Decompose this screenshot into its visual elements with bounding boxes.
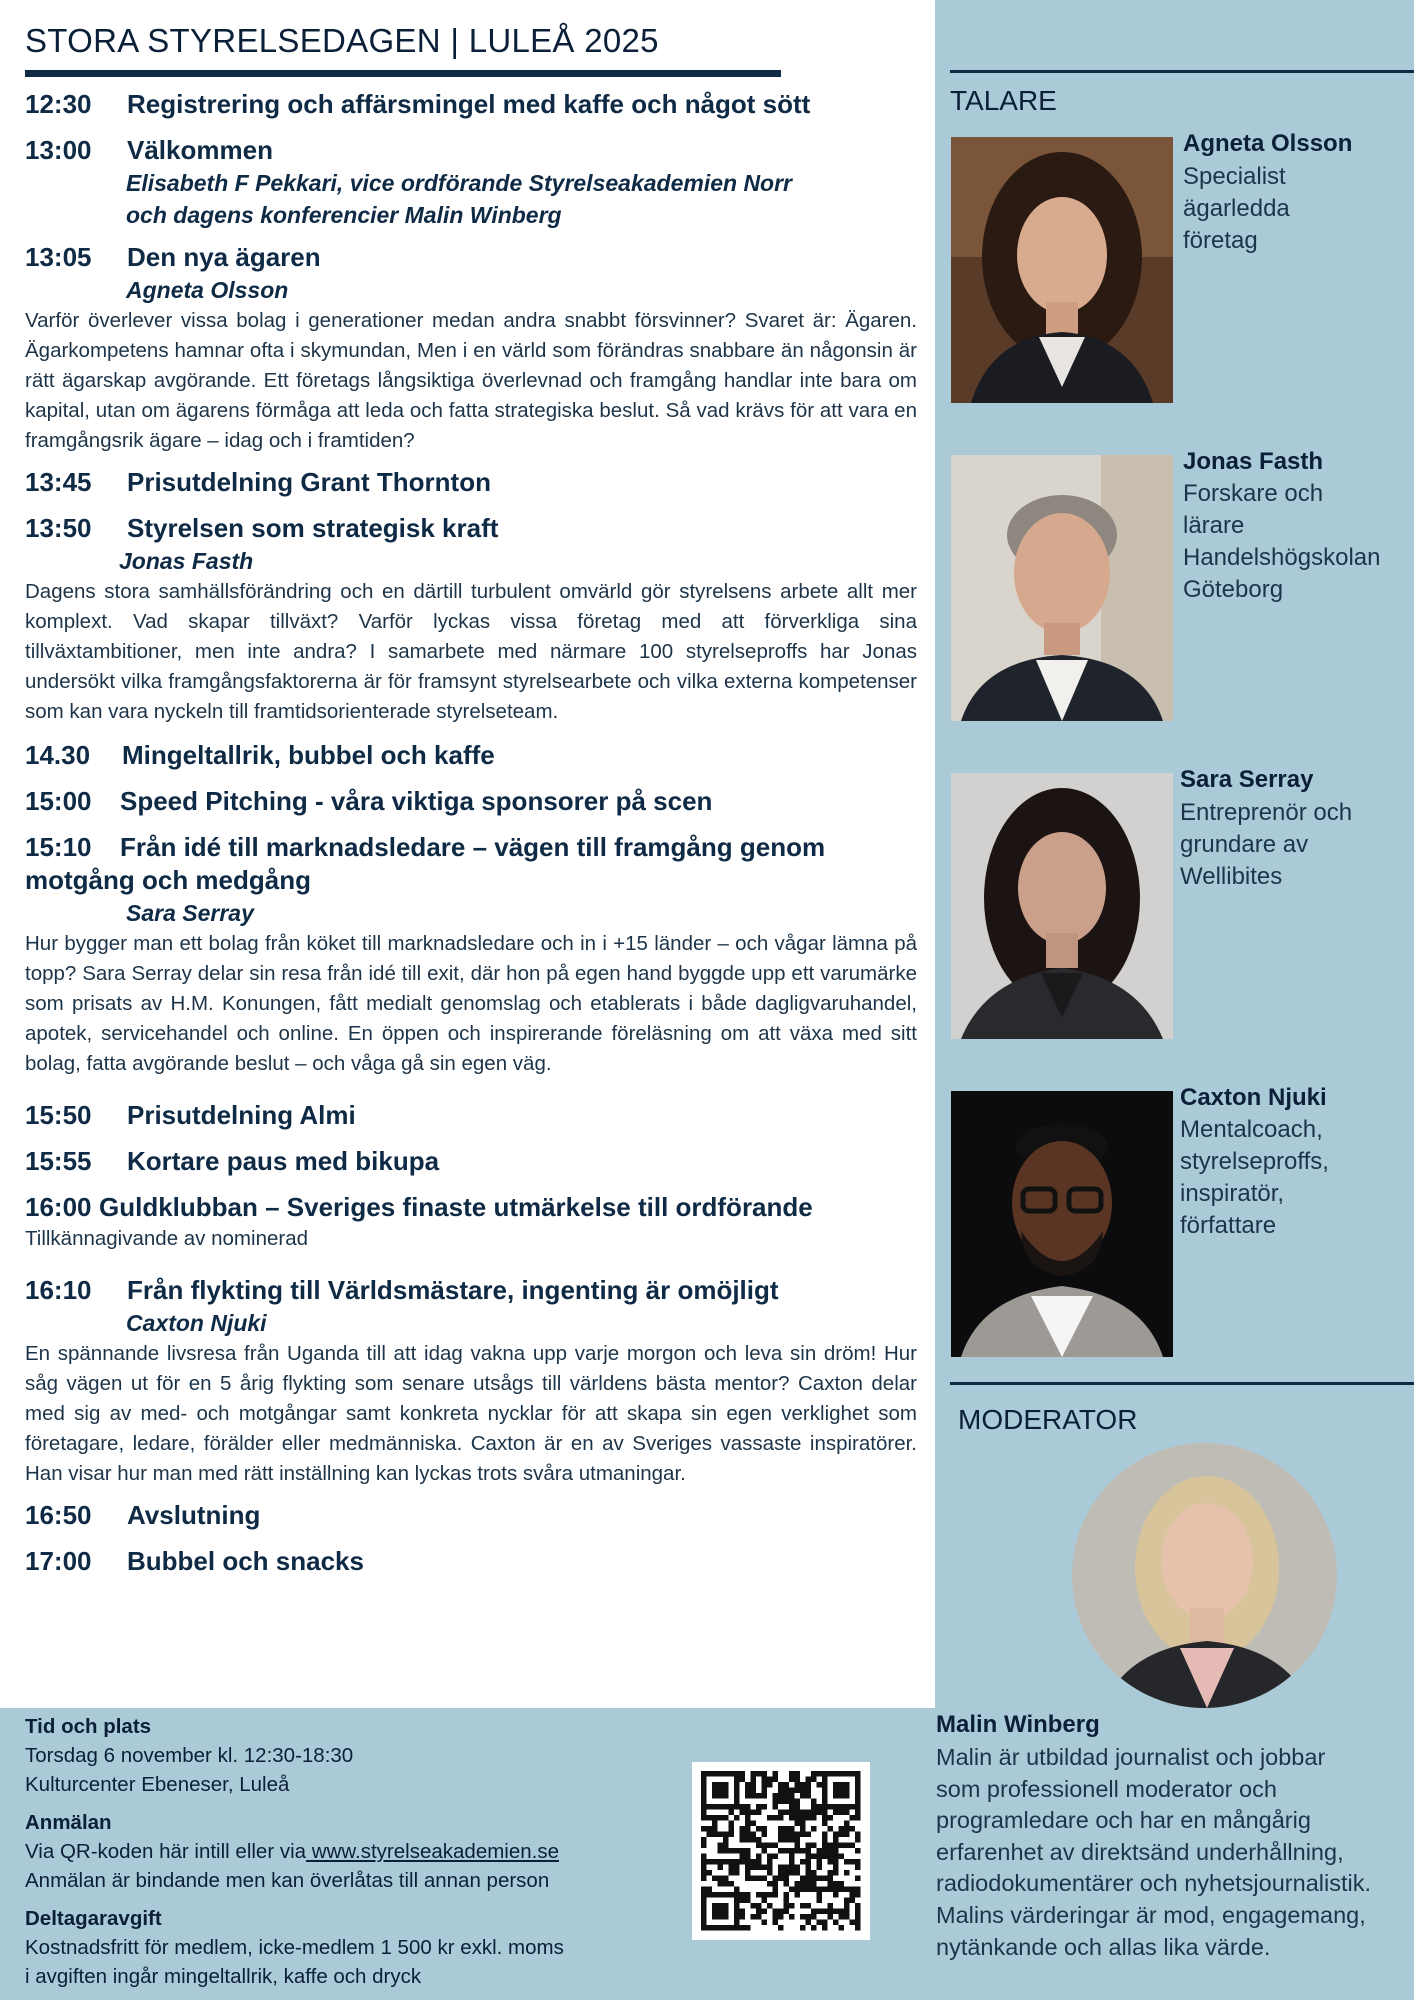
agenda-speaker: Jonas Fasth <box>119 548 254 574</box>
agenda-item <box>25 512 917 727</box>
agenda-time: 15:55 <box>25 1146 92 1176</box>
agenda-time: 12:30 <box>25 89 92 119</box>
agenda-speaker: och dagens konferencier Malin Winberg <box>126 202 562 228</box>
fee-text: Kostnadsfritt för medlem, icke-medlem 1 500 kr exkl. moms <box>25 1936 564 1959</box>
speaker-role: Entreprenör och grundare av Wellibites <box>1180 799 1353 890</box>
agenda-time: 13:05 <box>25 242 92 272</box>
agenda-description: Dagens stora samhällsförändring och en därtill turbulent omvärld gör styrelsens arbete allt mer komplext. Vad skapar tillväxt? Varför lyckas vissa företag med att förverkliga sina tillväxtambitioner, men inte andra? I samarbete med närmare 100 styrelseproffs har Jonas undersökt vilka framgångsfaktorerna är för framsynt styrelsearbete och vilka externa kompetenser som kan vara nyckeln till framtidsorienterade styrelseteam. <box>25 580 917 723</box>
agenda-title: Guldklubban – Sveriges finaste utmärkelse till ordförande <box>99 1192 813 1222</box>
agenda-time: 15:50 <box>25 1100 92 1130</box>
agenda-item <box>25 1099 917 1132</box>
moderator-heading: MODERATOR <box>958 1404 1138 1435</box>
agenda-item <box>25 739 917 772</box>
agenda-time: 16:10 <box>25 1275 92 1305</box>
agenda-title: Prisutdelning Almi <box>127 1100 356 1130</box>
agenda-time: 17:00 <box>25 1546 92 1576</box>
portrait-icon <box>951 455 1173 721</box>
speaker-name: Caxton Njuki <box>1180 1084 1327 1111</box>
agenda-time: 15:00 <box>25 786 92 816</box>
agenda-description: En spännande livsresa från Uganda till att idag vakna upp varje morgon och leva sin dröm! Hur såg vägen ut för en 5 årig flykting som senare utsågs till världens bästa mentor? Caxton delar med sig av med- och motgångar samt konkreta nycklar för att skapa sin egen verklighet som företagare, ledare, förälder eller medmänniska. Caxton är en av Sveriges vassaste inspiratörer. Han visar hur man med rätt inställning kan lyckas trots svåra utmaningar. <box>25 1342 917 1485</box>
agenda-speaker: Elisabeth F Pekkari, vice ordförande Styrelseakademien Norr <box>126 170 793 196</box>
speaker-photo-agneta-olsson <box>951 137 1173 403</box>
portrait-icon <box>951 137 1173 403</box>
agenda-item <box>25 1274 917 1489</box>
time-place-heading: Tid och plats <box>25 1715 152 1738</box>
agenda-title: Prisutdelning Grant Thornton <box>127 467 491 497</box>
speaker-photo-caxton-njuki <box>951 1091 1173 1357</box>
agenda-time: 13:45 <box>25 467 92 497</box>
agenda-item <box>25 88 917 121</box>
agenda-title: Från flykting till Världsmästare, ingenting är omöjligt <box>127 1275 779 1305</box>
agenda-speaker: Agneta Olsson <box>126 277 289 303</box>
agenda-speaker: Sara Serray <box>126 900 254 926</box>
agenda-time: 16:00 <box>25 1192 92 1222</box>
agenda-title: Från idé till marknadsledare – vägen till framgång genom <box>120 832 826 862</box>
fee-heading: Deltagaravgift <box>25 1907 162 1930</box>
agenda-item <box>25 1191 917 1254</box>
agenda-title: Styrelsen som strategisk kraft <box>127 513 499 543</box>
agenda-subtitle: Tillkännagivande av nominerad <box>25 1227 308 1250</box>
agenda-item <box>25 134 917 231</box>
speaker-role: Forskare och lärare Handelshögskolan Göteborg <box>1183 480 1381 603</box>
speakers-heading: TALARE <box>950 85 1057 116</box>
speaker-name: Sara Serray <box>1180 766 1314 793</box>
agenda-time: 15:10 <box>25 832 92 862</box>
agenda-description: Hur bygger man ett bolag från köket till marknadsledare och in i +15 länder – och vågar lämna på topp? Sara Serray delar sin resa från idé till exit, där hon på egen hand byggde upp ett varumärke som prisats av H.M. Konungen, fått medialt genomslag och etablerats i både dagligvaruhandel, apotek, servicehandel och online. En öppen och inspirerande föreläsning om att växa med sitt bolag, fatta avgörande beslut – och våga gå sin egen väg. <box>25 932 917 1075</box>
agenda-time: 13:00 <box>25 135 92 165</box>
agenda-item <box>25 241 917 456</box>
agenda-title: Registrering och affärsmingel med kaffe och något sött <box>127 89 811 119</box>
agenda-title: Avslutning <box>127 1500 261 1530</box>
portrait-icon <box>951 773 1173 1039</box>
agenda-title: Kortare paus med bikupa <box>127 1146 440 1176</box>
event-venue: Kulturcenter Ebeneser, Luleå <box>25 1773 290 1796</box>
agenda-item <box>25 785 917 818</box>
agenda-item <box>25 1499 917 1532</box>
agenda-title: motgång och medgång <box>25 865 311 895</box>
speaker-photo-jonas-fasth <box>951 455 1173 721</box>
agenda-time: 16:50 <box>25 1500 92 1530</box>
agenda-title: Bubbel och snacks <box>127 1546 364 1576</box>
registration-terms: Anmälan är bindande men kan överlåtas till annan person <box>25 1869 550 1892</box>
agenda-speaker: Caxton Njuki <box>126 1310 267 1336</box>
moderator-name: Malin Winberg <box>936 1711 1100 1738</box>
qr-code-icon <box>692 1762 870 1940</box>
agenda-item <box>25 831 917 1079</box>
registration-heading: Anmälan <box>25 1811 112 1834</box>
portrait-icon <box>951 1091 1173 1357</box>
speaker-role: Mentalcoach, styrelseproffs, inspiratör, författare <box>1180 1116 1329 1239</box>
agenda-item <box>25 1145 917 1178</box>
moderator-bio: Malin är utbildad journalist och jobbar som professionell moderator och programledare och har en mångårig erfarenhet av direktsänd underhållning, radiodokumentärer och nyhetsjournalistik. Malins värderingar är mod, engagemang, nytänkande och allas lika värde. <box>936 1744 1371 1960</box>
speaker-photo-sara-serray <box>951 773 1173 1039</box>
title-underline <box>25 70 781 77</box>
agenda-description: Varför överlever vissa bolag i generationer medan andra snabbt försvinner? Svaret är: Ägaren. Ägarkompetens hamnar ofta i skymundan, Men i en värld som förändras snabbare än någonsin är rätt ägarskap avgörande. Ett företags långsiktiga överlevnad och framgång handlar inte bara om kapital, utan om ägarens förmåga att leda och fatta strategiska beslut. Så vad krävs för att vara en framgångsrik ägare – idag och i framtiden? <box>25 309 917 452</box>
event-info <box>25 1712 675 2000</box>
fee-includes: i avgiften ingår mingeltallrik, kaffe och dryck <box>25 1965 422 1988</box>
agenda-time: 14.30 <box>25 740 91 770</box>
speakers-rule <box>950 70 1414 73</box>
speaker-role: Specialist ägarledda företag <box>1183 163 1290 254</box>
agenda-title: Speed Pitching - våra viktiga sponsorer på scen <box>120 786 713 816</box>
qr-code[interactable] <box>692 1762 870 1940</box>
agenda-time: 13:50 <box>25 513 92 543</box>
agenda-title: Välkommen <box>127 135 273 165</box>
speaker-name: Agneta Olsson <box>1183 130 1353 157</box>
page-title: STORA STYRELSEDAGEN | LULEÅ 2025 <box>25 22 659 59</box>
agenda-item <box>25 1545 917 1578</box>
agenda-item <box>25 466 917 499</box>
portrait-icon <box>1072 1443 1337 1708</box>
moderator-rule <box>950 1382 1414 1385</box>
registration-text: Via QR-koden här intill eller via <box>25 1840 307 1863</box>
agenda-list <box>25 86 917 1578</box>
speaker-name: Jonas Fasth <box>1183 448 1324 475</box>
agenda-title: Den nya ägaren <box>127 242 321 272</box>
registration-link[interactable]: www.styrelseakademien.se <box>306 1840 559 1863</box>
moderator-photo <box>1072 1443 1337 1708</box>
event-date: Torsdag 6 november kl. 12:30-18:30 <box>25 1744 354 1767</box>
agenda-title: Mingeltallrik, bubbel och kaffe <box>122 740 495 770</box>
